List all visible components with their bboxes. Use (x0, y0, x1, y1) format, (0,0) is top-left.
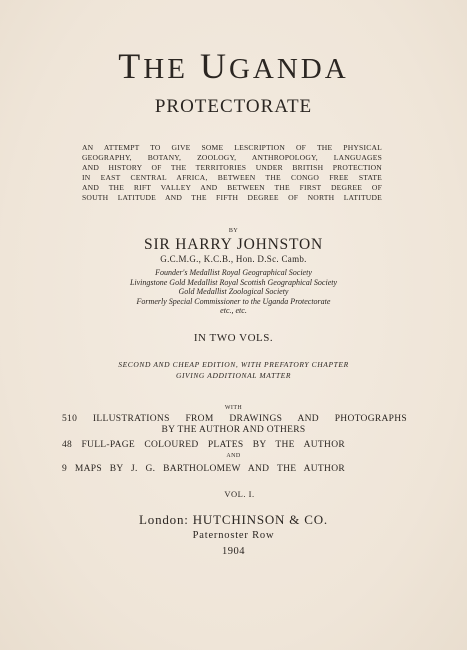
publisher-address: Paternoster Row (192, 530, 275, 541)
volume-count: IN TWO VOLS. (193, 332, 274, 344)
description-line: AND THE RIFT VALLEY AND BETWEEN THE FIRST DEGREE OF (82, 183, 382, 192)
publisher: London: HUTCHINSON & CO. (139, 512, 328, 527)
description-line: IN EAST CENTRAL AFRICA, BETWEEN THE CONGO FREE STATE (82, 173, 382, 182)
edition-note: SECOND AND CHEAP EDITION, WITH PREFATORY CHAPTER (118, 360, 349, 369)
description-line: AN ATTEMPT TO GIVE SOME LESCRIPTION OF THE PHYSICAL (82, 143, 382, 152)
volume-number: VOL. I. (224, 489, 255, 499)
author-name: SIR HARRY JOHNSTON (144, 236, 323, 253)
by-label: BY (228, 228, 239, 234)
title-initial-1: T (118, 46, 144, 86)
illustrations-line: 510 ILLUSTRATIONS FROM DRAWINGS AND PHOTOGRAPHS (62, 414, 407, 424)
title-word-2-rest: GANDA (228, 53, 349, 85)
description-line: SOUTH LATITUDE AND THE FIFTH DEGREE OF NORTH LATITUDE (82, 193, 382, 202)
description-line: AND HISTORY OF THE TERRITORIES UNDER BRITISH PROTECTION (82, 163, 382, 172)
author-honour: etc., etc. (220, 306, 247, 315)
author-honour: Founder's Medallist Royal Geographical Society (155, 268, 312, 277)
plates-line: 48 FULL-PAGE COLOURED PLATES BY THE AUTHOR (62, 440, 345, 450)
author-degrees: G.C.M.G., K.C.B., Hon. D.Sc. Camb. (160, 254, 307, 264)
title-word-1-rest: HE (143, 53, 188, 85)
author-honour: Livingstone Gold Medallist Royal Scottish Geographical Society (129, 277, 338, 287)
with-label: WITH (224, 405, 243, 411)
book-title (0, 46, 467, 89)
description-line: GEOGRAPHY, BOTANY, ZOOLOGY, ANTHROPOLOGY, LANGUAGES (82, 153, 382, 162)
author-honour: Formerly Special Commissioner to the Uganda Protectorate (136, 296, 331, 306)
illustrations-credit: BY THE AUTHOR AND OTHERS (161, 425, 306, 435)
book-description (82, 143, 382, 203)
maps-line: 9 MAPS BY J. G. BARTHOLOMEW AND THE AUTHOR (62, 464, 345, 474)
and-label: AND (226, 453, 241, 459)
book-subtitle: PROTECTORATE (154, 96, 313, 117)
title-initial-2: U (199, 46, 229, 86)
author-honour: Gold Medallist Zoological Society (178, 287, 289, 296)
edition-note: GIVING ADDITIONAL MATTER (175, 371, 292, 380)
publication-year: 1904 (222, 546, 245, 557)
